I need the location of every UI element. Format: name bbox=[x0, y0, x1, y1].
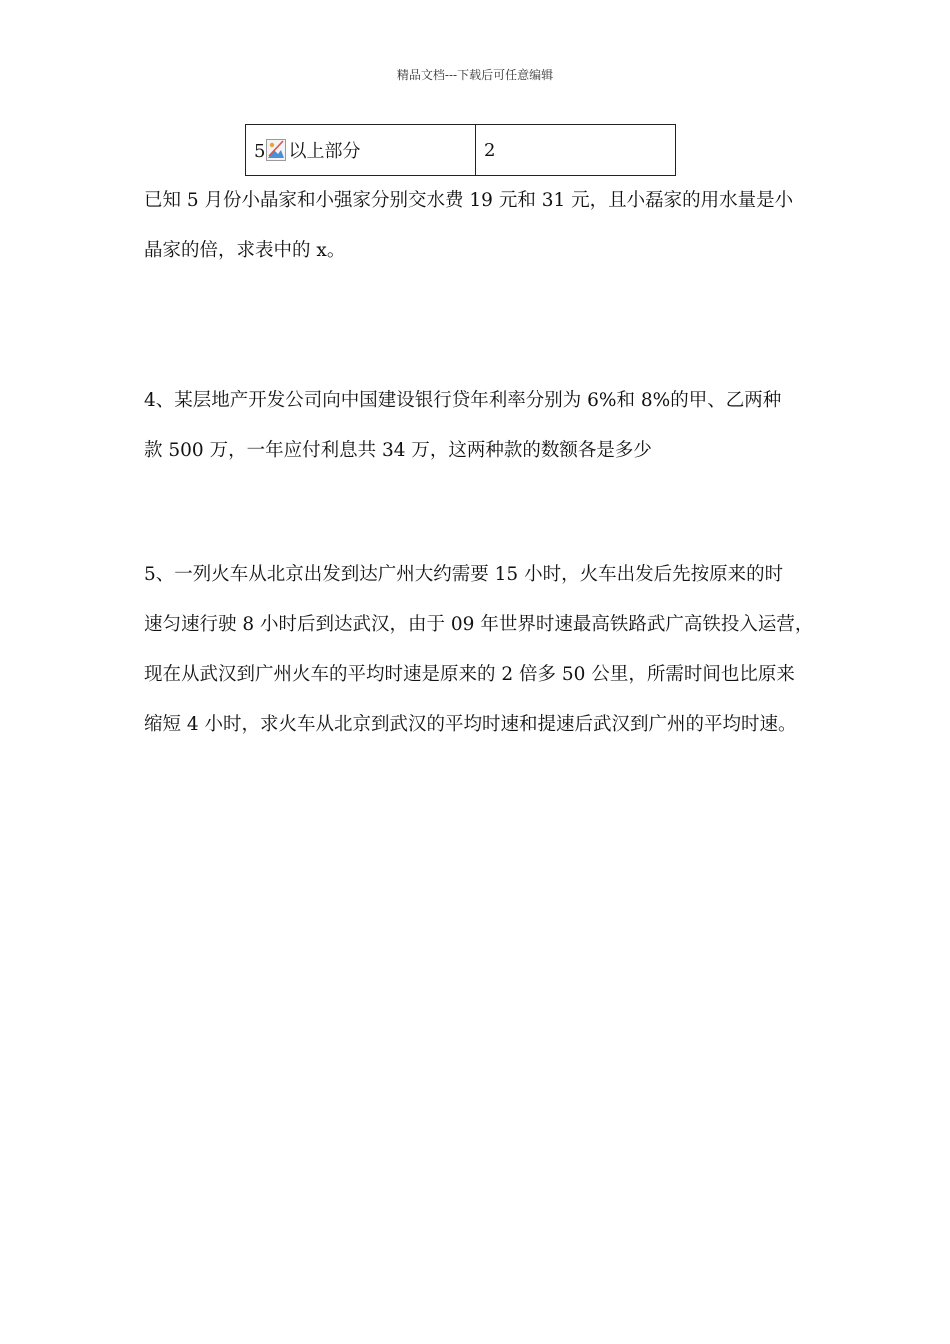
problem-3-tail bbox=[144, 176, 824, 276]
water-rate-table bbox=[245, 124, 676, 176]
text-line: 5、一列火车从北京出发到达广州大约需要 15 小时，火车出发后先按原来的时 bbox=[144, 564, 784, 585]
problem-4 bbox=[144, 376, 824, 476]
text-line: 4、某层地产开发公司向中国建设银行贷年利率分别为 6%和 8%的甲、乙两种 bbox=[144, 390, 782, 411]
problem-5 bbox=[144, 550, 824, 750]
cell-prefix: 5 bbox=[254, 141, 266, 162]
cell-suffix: 以上部分 bbox=[288, 141, 361, 162]
table-row bbox=[246, 125, 676, 176]
table-cell-rate: 2 bbox=[476, 125, 676, 176]
table-cell-range bbox=[246, 125, 476, 176]
page-header: 精品文档---下载后可任意编辑 bbox=[396, 68, 554, 82]
text-line: 已知 5 月份小晶家和小强家分别交水费 19 元和 31 元，且小磊家的用水量是小 bbox=[144, 190, 794, 211]
text-line: 晶家的倍，求表中的 x。 bbox=[144, 240, 346, 261]
broken-image-icon bbox=[266, 139, 286, 161]
text-line: 款 500 万，一年应付利息共 34 万，这两种款的数额各是多少 bbox=[144, 440, 652, 461]
text-line: 速匀速行驶 8 小时后到达武汉，由于 09 年世界时速最高铁路武广高铁投入运营， bbox=[144, 614, 814, 635]
text-line: 现在从武汉到广州火车的平均时速是原来的 2 倍多 50 公里，所需时间也比原来 bbox=[144, 664, 795, 685]
text-line: 缩短 4 小时，求火车从北京到武汉的平均时速和提速后武汉到广州的平均时速。 bbox=[144, 714, 797, 735]
